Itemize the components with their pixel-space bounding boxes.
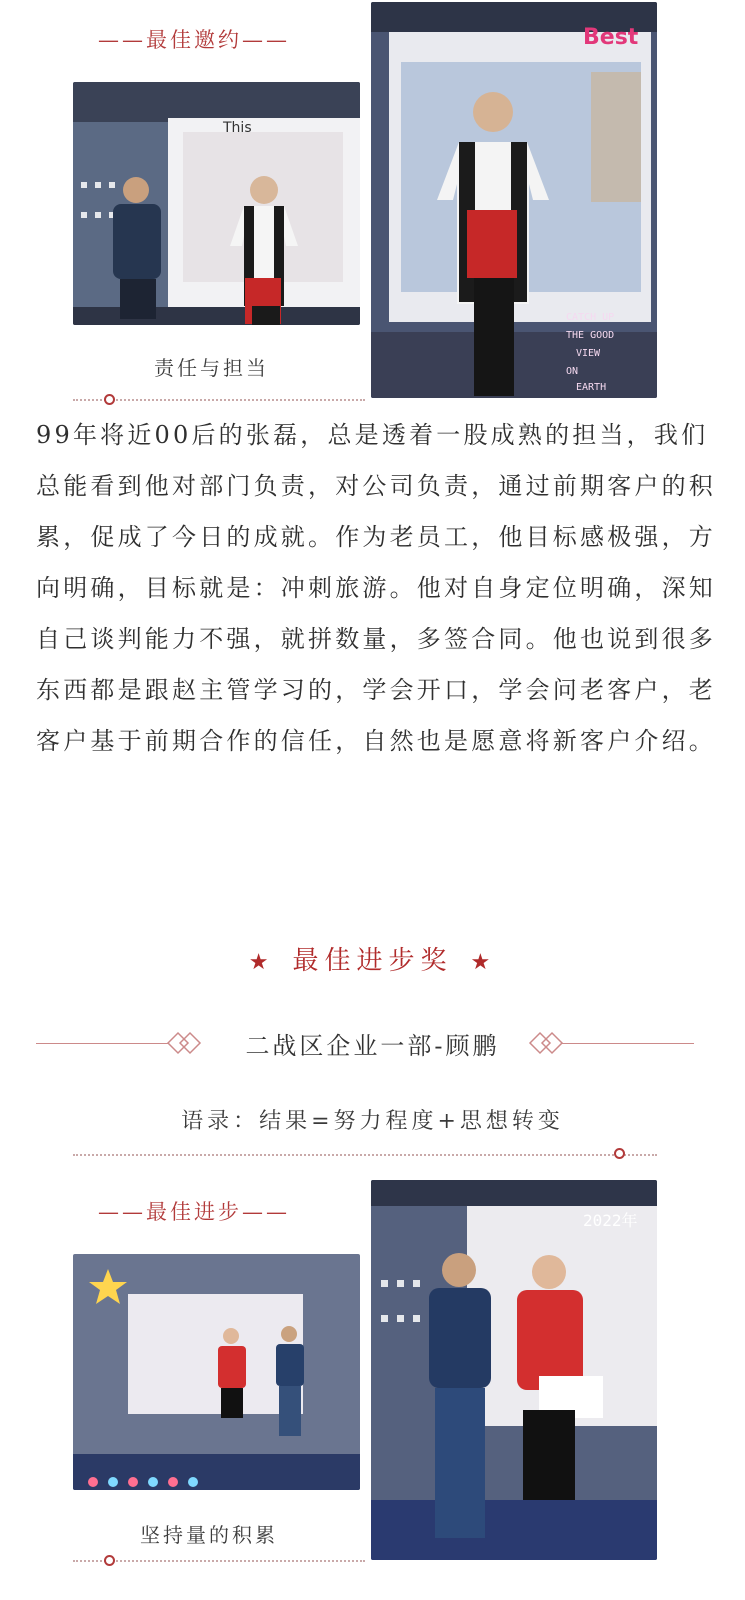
- team-member-name: 二战区企业一部-顾鹏: [245, 1032, 500, 1060]
- award-title: 最佳进步奖: [292, 946, 453, 976]
- star-icon: ★: [470, 950, 497, 975]
- photo-progress-award-winners: [371, 1180, 657, 1560]
- svg-text:2022年: 2022年: [583, 1211, 638, 1230]
- photo-award-presentation: [73, 82, 360, 325]
- svg-text:ON: ON: [566, 366, 579, 377]
- divider-ring-icon: [614, 1148, 625, 1159]
- divider-dotted-3: [73, 1560, 365, 1562]
- svg-text:VIEW: VIEW: [576, 348, 601, 359]
- team-line-right: [562, 1043, 694, 1044]
- photo-caption-responsibility: 责任与担当: [154, 356, 269, 380]
- photo-progress-award-stage: [73, 1254, 360, 1490]
- quote-line: 语录：结果=努力程度+思想转变: [181, 1109, 564, 1134]
- svg-text:EARTH: EARTH: [576, 382, 607, 393]
- star-icon: ★: [248, 950, 275, 975]
- award-heading: [0, 940, 745, 977]
- section-caption-best-invitation: ——最佳邀约——: [98, 28, 290, 52]
- divider-dotted-2: [73, 1154, 657, 1156]
- divider-ring-icon: [104, 1555, 115, 1566]
- photo-award-winner-portrait: [371, 2, 657, 398]
- story-paragraph: 99年将近00后的张磊，总是透着一股成熟的担当，我们总能看到他对部门负责，对公司负责，通过前期客户的积累，促成了今日的成就。作为老员工，他目标感极强，方向明确，目标就是：冲刺旅游。他对自身定位明确，深知自己谈判能力不强，就拼数量，多签合同。他也说到很多东西都是跟赵主管学习的，学会开口，学会问老客户，老客户基于前期合作的信任，自然也是愿意将新客户介绍。: [36, 421, 716, 755]
- svg-text:THE GOOD: THE GOOD: [566, 330, 615, 341]
- diamond-right-icon: [526, 1031, 564, 1055]
- svg-text:This: This: [223, 120, 252, 136]
- svg-text:CATCH UP: CATCH UP: [566, 312, 615, 323]
- divider-ring-icon: [104, 394, 115, 405]
- divider-dotted-1: [73, 399, 365, 401]
- photo-caption-persistence: 坚持量的积累: [140, 1523, 278, 1547]
- section-caption-best-progress: ——最佳进步——: [98, 1200, 290, 1224]
- svg-text:Best: Best: [583, 25, 639, 50]
